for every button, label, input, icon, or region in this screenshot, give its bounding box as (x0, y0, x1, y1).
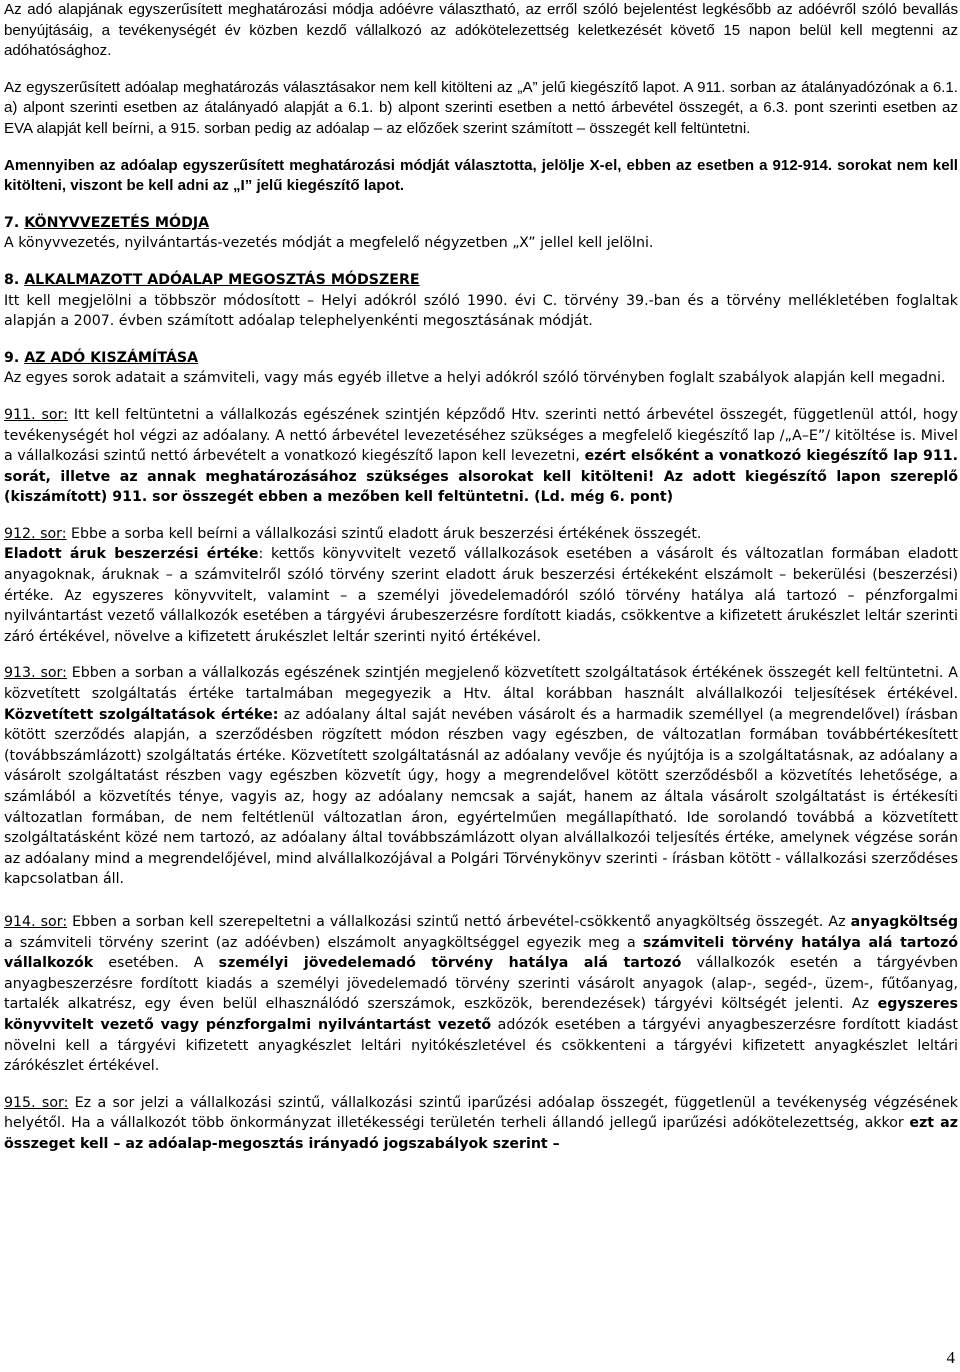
intro-paragraph: Az adó alapjának egyszerűsített meghatározási módja adóévre választható, az erről szóló bejelentést legkésőbb az adóévről szóló bevallás benyújtásáig, a tevékenységét év közben kezdő vállalkozó az adókötelezettség keletkezését követő 15 napon belül kell megtenni az adóhatósághoz. (4, 1, 958, 60)
section-7-body: A könyvvezetés, nyilvántartás-vezetés módját a megfelelő négyzetben „X” jellel kell jelölni. (4, 235, 654, 252)
row-913-paragraph: 913. sor: Ebben a sorban a vállalkozás egészének szintjén megjelenő közvetített szolgáltatások értékének összegét kell feltüntetni. A közvetített szolgáltatás értéke tartalmában megegyezik a Htv. által korábban használt alvállalkozói teljesítések értékével. Közvetített szolgáltatások értéke: az adóalany által saját nevében vásárolt és a harmadik személlyel (a megrendelővel) írásban kötött szerződés alapján, a szerződésben rögzített módon részben vagy egészben, de változatlan formában továbbértékesített (továbbszámlázott) szolgáltatás értéke. Közvetített szolgáltatásnál az adóalany vevője és nyújtója is a szolgáltatásnak, az adóalany a vásárolt szolgáltatást részben vagy egészben közvetít úgy, hogy a megrendelővel kötött szerződésből a közvetítés lehetősége, a számlából a közvetítés ténye, vagyis az, hogy az adóalany nemcsak a saját, hanem az általa vásárolt szolgáltatást is értékesíti változatlan formában, de nem feltétlenül változatlan áron, egyértelműen megállapítható. Ide sorolandó továbbá a közvetített szolgáltatásként közé nem tartozó, az adóalany által továbbszámlázott olyan alvállalkozói teljesítés értéke, amelynek végzése során az adóalany mind a megrendelőjével, mind alvállalkozójával a Polgári Törvénykönyv szerinti - írásban kötött - vállalkozási szerződéses kapcsolatban áll. (4, 665, 958, 888)
row-911-paragraph: 911. sor: Itt kell feltüntetni a vállalkozás egészének szintjén képződő Htv. szerinti nettó árbevétel összegét, függetlenül attól, hogy tevékenységét hol végzi az adóalany. A nettó árbevétel levezetéséhez szükséges a megfelelő kiegészítő lap /„A–E”/ kitöltése is. Mivel a vállalkozási szintű nettó árbevételt a vonatkozó kiegészítő lapon kell levezetni, ezért elsőként a vonatkozó kiegészítő lap 911. sorát, illetve az annak meghatározásához szükséges alsorokat kell kitölteni! Az adott kiegészítő lapon szereplő (kiszámított) 911. sor összegét ebben a mezőben kell feltüntetni. (Ld. még 6. pont) (4, 406, 958, 506)
row-912-paragraph: 912. sor: Ebbe a sorba kell beírni a vállalkozási szintű eladott áruk beszerzési értékének összegét. Eladott áruk beszerzési értéke: kettős könyvvitelt vezető vállalkozások esetében a vásárolt és változatlan formában eladott anyagoknak, áruknak – a számvitelről szóló törvény szerint eladott áruk beszerzési értékeként elszámolt – bekerülési (beszerzési) értéke. Az egyszeres könyvvitelt, valamint – a személyi jövedelemadóról szóló törvény hatálya alá tartozó – pénzforgalmi nyilvántartást vezető vállalkozók esetében a tárgyévi árubeszerzésre fordított kiadás, csökkentve a kifizetett árukészlet leltár szerinti záró értékével, növelve a kifizetett árukészlet leltár szerinti nyitó értékével. (4, 525, 958, 645)
row-914-label: 914. sor: (4, 913, 68, 930)
section-8-body: Itt kell megjelölni a többször módosított – Helyi adókról szóló 1990. évi C. törvény 39.-ban és a törvény mellékletében foglaltak alapján a 2007. évben számított adóalap telephelyenkénti megosztásának módját. (4, 292, 958, 330)
row-911-label: 911. sor: (4, 406, 68, 423)
document-page (4, 0, 958, 1155)
section-7-heading: 7. KÖNYVVEZETÉS MÓDJA (4, 214, 210, 231)
row-915-paragraph: 915. sor: Ez a sor jelzi a vállalkozási szintű, vállalkozási szintű iparűzési adóalap összegét, függetlenül a tevékenység végzésének helyétől. Ha a vállalkozót több önkormányzat illetékességi területén terheli állandó jellegű iparűzési adókötelezettség, akkor ezt az összeget kell – az adóalap-megosztás irányadó jogszabályok szerint – (4, 1094, 959, 1152)
section-9-heading: 9. AZ ADÓ KISZÁMÍTÁSA (4, 349, 199, 366)
simplified-base-paragraph: Az egyszerűsített adóalap meghatározás választásakor nem kell kitölteni az „A” jelű kiegészítő lapot. A 911. sorban az átalányadózónak a 6.1. a) alpont szerinti esetben az átalányadó alapját a 6.1. b) alpont szerinti esetben a nettó árbevétel összegét, a 6.3. pont szerinti esetben az EVA alapját kell beírni, a 915. sorban pedig az adóalap – az előzőek szerint számított – összegét kell feltüntetni. (4, 78, 958, 137)
row-914-paragraph: 914. sor: Ebben a sorban kell szerepeltetni a vállalkozási szintű nettó árbevétel-csökkentő anyagköltség összegét. Az anyagköltség a számviteli törvény szerint (az adóévben) elszámolt anyagköltséggel egyezik meg a számviteli törvény hatálya alá tartozó vállalkozók esetében. A személyi jövedelemadó törvény hatálya alá tartozó vállalkozók esetén a tárgyévben anyagbeszerzésre fordított kiadás a személyi jövedelemadó törvény szerinti vásárolt anyagok (alap-, segéd-, üzem-, fűtőanyag, tartalék alkatrész, egy éven belül elhasználódó szerszámok, eszközök, berendezések) tárgyévi költségét jelenti. Az egyszeres könyvvitelt vezető vagy pénzforgalmi nyilvántartást vezető adózók esetében a tárgyévi anyagbeszerzésre fordított kiadást növelni kell a tárgyévi kifizetett anyagkészlet leltári nyitókészletével és csökkenteni a tárgyévi kifizetett anyagkészlet leltári zárókészlet értékével. (4, 913, 959, 1075)
section-9-body: Az egyes sorok adatait a számviteli, vagy más egyéb illetve a helyi adókról szóló törvényben foglalt szabályok alapján kell megadni. (4, 370, 946, 387)
page-number: 4 (946, 1348, 955, 1367)
row-912-label: 912. sor: (4, 525, 67, 542)
section-8-heading: 8. ALKALMAZOTT ADÓALAP MEGOSZTÁS MÓDSZERE (4, 271, 420, 288)
row-913-label: 913. sor: (4, 665, 67, 682)
row-915-label: 915. sor: (4, 1094, 69, 1111)
simplified-base-notice: Amennyiben az adóalap egyszerűsített meghatározási módját választotta, jelölje X-el, ebben az esetben a 912-914. sorokat nem kell kitölteni, viszont be kell adni az „I” jelű kiegészítő lapot. (4, 156, 958, 195)
